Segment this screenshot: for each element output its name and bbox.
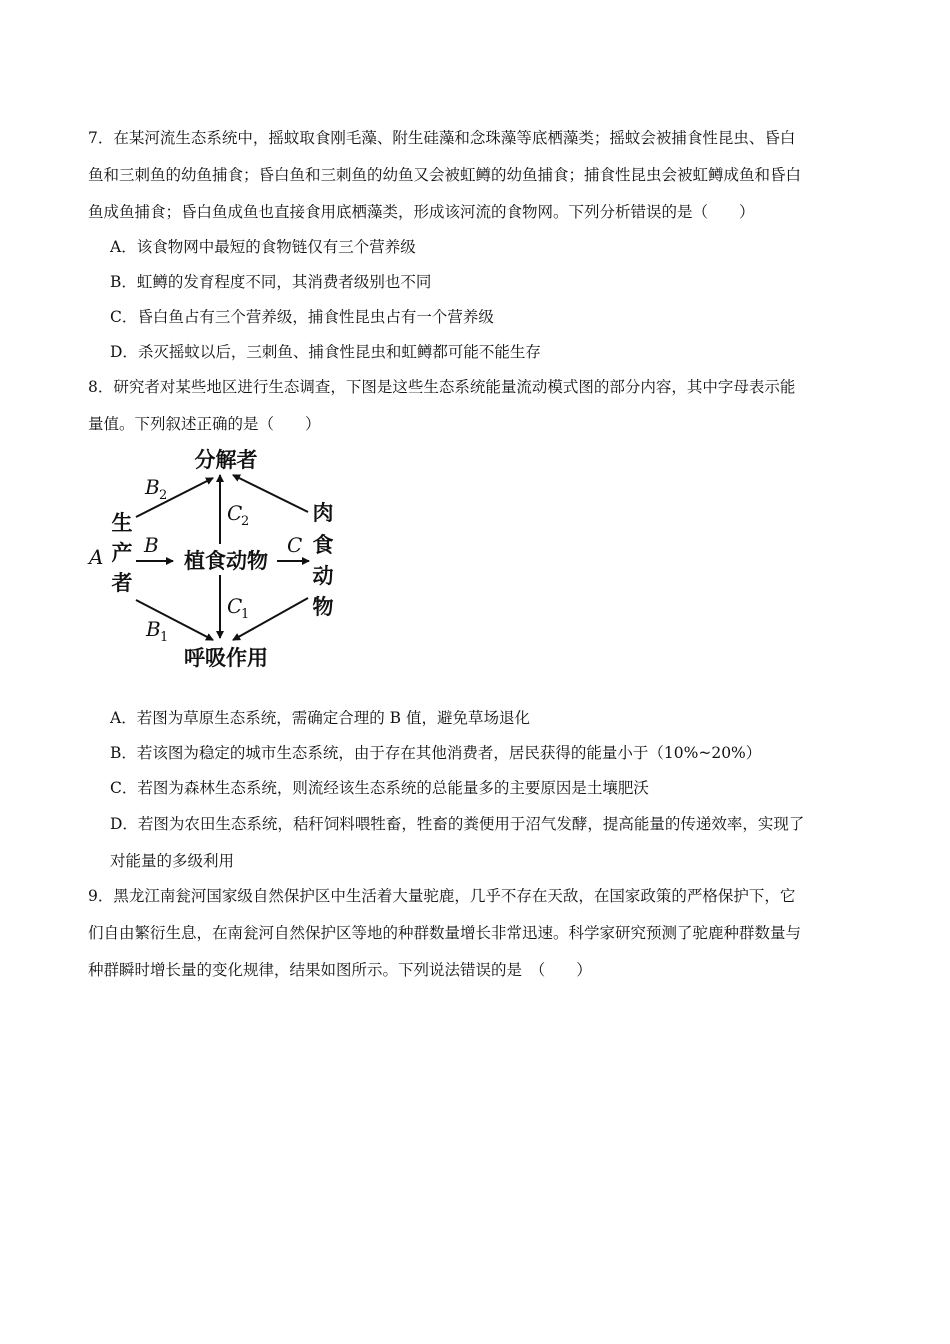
q8-option-b: B．若该图为稳定的城市生态系统，由于存在其他消费者，居民获得的能量小于（10%~20%） [110,744,762,762]
q7-option-b: B．虹鳟的发育程度不同，其消费者级别也不同 [110,273,432,291]
label-b2-subscript: 2 [159,488,168,503]
label-c1-subscript: 1 [241,607,250,622]
label-c1: C [227,594,243,618]
q9-stem-line-2: 们自由繁衍生息，在南瓮河自然保护区等地的种群数量增长非常迅速。科学家研究预测了驼鹿种群数量与 [88,924,802,942]
label-b2: B [145,475,160,499]
label-b1-subscript: 1 [160,630,169,645]
node-herbivore: 植食动物 [184,549,268,573]
q8-option-c: C．若图为森林生态系统，则流经该生态系统的总能量多的主要原因是土壤肥沃 [110,779,649,797]
q9-stem-line-1: 9．黑龙江南瓮河国家级自然保护区中生活着大量驼鹿，几乎不存在天敌，在国家政策的严格保护下，它 [88,887,796,905]
energy-flow-diagram [80,440,350,676]
label-c: C [287,533,303,557]
q7-option-c: C．昏白鱼占有三个营养级，捕食性昆虫占有一个营养级 [110,308,494,326]
q8-option-d-continuation: 对能量的多级利用 [110,852,235,870]
q7-stem-line-3: 鱼成鱼捕食；昏白鱼成鱼也直接食用底栖藻类，形成该河流的食物网。下列分析错误的是（ ） [88,203,755,221]
node-decomposer: 分解者 [194,448,258,472]
label-b1: B [146,617,161,641]
node-carnivore-char-2: 食 [312,533,334,557]
q7-stem-line-1: 7．在某河流生态系统中，摇蚊取食刚毛藻、附生硅藻和念珠藻等底栖藻类；摇蚊会被捕食性昆虫、昏白 [88,129,796,147]
q8-option-d: D．若图为农田生态系统，秸秆饲料喂牲畜，牲畜的粪便用于沼气发酵，提高能量的传递效率，实现了 [110,815,805,833]
node-carnivore-char-1: 肉 [312,501,334,525]
q7-option-d: D．杀灭摇蚊以后，三刺鱼、捕食性昆虫和虹鳟都可能不能生存 [110,343,541,361]
node-producer-char-3: 者 [111,571,133,595]
arrow-carnivore-to-decomposer [233,475,308,512]
label-c2-subscript: 2 [241,514,250,529]
q8-option-a: A．若图为草原生态系统，需确定合理的 B 值，避免草场退化 [110,709,530,727]
node-respiration: 呼吸作用 [184,646,268,670]
q7-stem-line-2: 鱼和三刺鱼的幼鱼捕食；昏白鱼和三刺鱼的幼鱼又会被虹鳟的幼鱼捕食；捕食性昆虫会被虹鳟成鱼和昏白 [88,166,802,184]
q9-stem-line-3: 种群瞬时增长量的变化规律，结果如图所示。下列说法错误的是 （ ） [88,961,592,979]
node-producer-char-2: 产 [111,541,133,565]
q8-stem-line-2: 量值。下列叙述正确的是（ ） [88,415,321,433]
q7-option-a: A．该食物网中最短的食物链仅有三个营养级 [110,238,416,256]
node-carnivore-char-3: 动 [312,564,334,588]
label-a: A [89,545,104,569]
label-b: B [144,533,159,557]
node-producer-char-1: 生 [111,511,133,535]
q8-stem-line-1: 8．研究者对某些地区进行生态调查，下图是这些生态系统能量流动模式图的部分内容，其中字母表示能 [88,378,796,396]
label-c2: C [227,501,243,525]
node-carnivore-char-4: 物 [312,595,334,619]
